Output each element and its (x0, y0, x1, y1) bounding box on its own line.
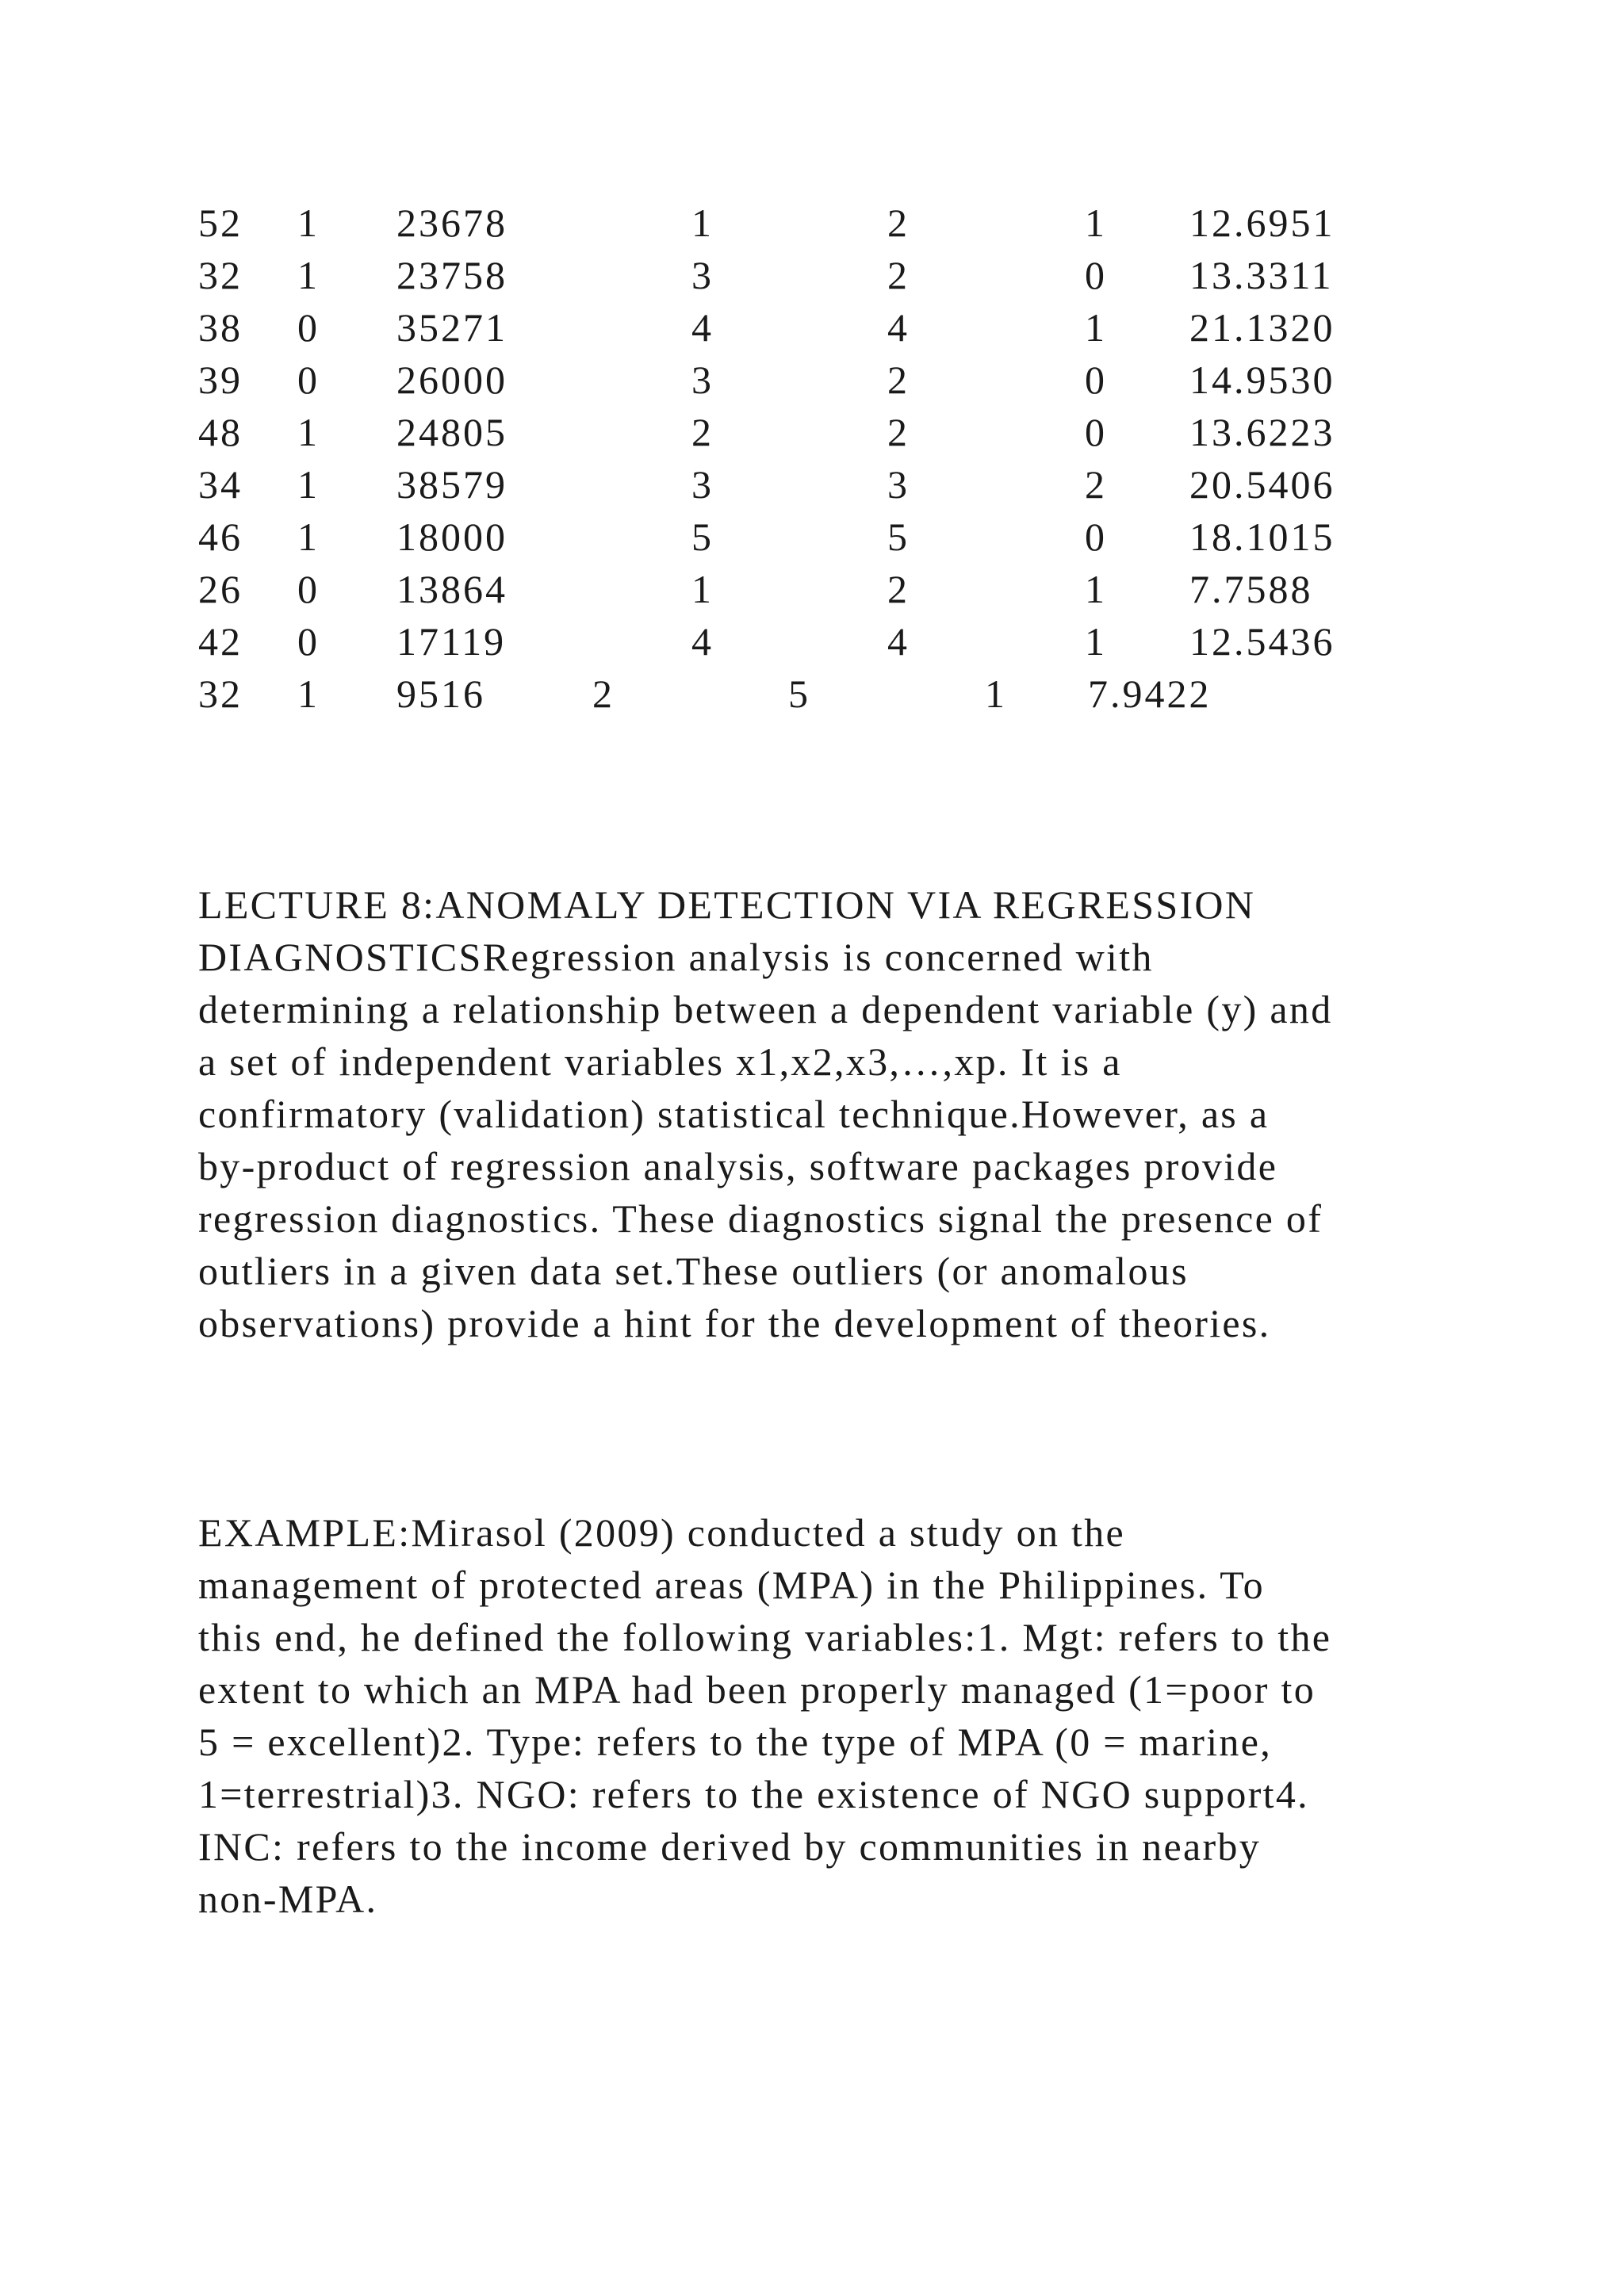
table-cell: 5 (887, 515, 910, 559)
table-cell: 1 (1085, 567, 1107, 611)
table-cell: 38579 (396, 462, 508, 507)
table-row (198, 249, 1467, 301)
text-line: INC: refers to the income derived by communities in nearby (198, 1824, 1261, 1869)
table-cell: 9516 (396, 672, 485, 716)
table-cell: 1 (1085, 619, 1107, 664)
table-cell: 4 (887, 305, 910, 350)
table-cell: 35271 (396, 305, 508, 350)
table-cell: 0 (297, 305, 320, 350)
text-line: observations) provide a hint for the development of theories. (198, 1301, 1271, 1345)
table-cell: 1 (297, 253, 320, 297)
table-cell: 2 (1085, 462, 1107, 507)
table-row (198, 563, 1467, 615)
table-cell: 39 (198, 358, 243, 402)
table-cell: 12.6951 (1189, 201, 1335, 245)
table-cell: 13.6223 (1189, 410, 1335, 454)
table-cell: 0 (1085, 515, 1107, 559)
table-cell: 2 (592, 672, 615, 716)
table-cell: 1 (297, 410, 320, 454)
example-paragraph (198, 1506, 1467, 1925)
table-cell: 26 (198, 567, 243, 611)
table-cell: 2 (887, 567, 910, 611)
text-line: confirmatory (validation) statistical technique.However, as a (198, 1092, 1270, 1136)
table-cell: 2 (887, 253, 910, 297)
table-cell: 5 (691, 515, 714, 559)
table-row (198, 301, 1467, 354)
table-cell: 4 (691, 305, 714, 350)
table-cell: 5 (788, 672, 810, 716)
lecture-paragraph (198, 878, 1467, 1349)
text-line: management of protected areas (MPA) in the Philippines. To (198, 1563, 1265, 1607)
table-cell: 1 (297, 201, 320, 245)
table-cell: 1 (297, 515, 320, 559)
table-cell: 1 (297, 672, 320, 716)
data-table (198, 197, 1467, 720)
text-line: LECTURE 8:ANOMALY DETECTION VIA REGRESSION (198, 882, 1256, 927)
table-cell: 1 (297, 462, 320, 507)
table-cell: 18.1015 (1189, 515, 1335, 559)
table-cell: 12.5436 (1189, 619, 1335, 664)
table-cell: 2 (887, 201, 910, 245)
table-cell: 0 (297, 619, 320, 664)
table-cell: 2 (887, 358, 910, 402)
text-line: outliers in a given data set.These outliers (or anomalous (198, 1249, 1189, 1293)
table-cell: 7.9422 (1088, 672, 1212, 716)
table-row (198, 668, 1467, 720)
text-line: regression diagnostics. These diagnostics signal the presence of (198, 1196, 1323, 1241)
table-row (198, 511, 1467, 563)
table-cell: 48 (198, 410, 243, 454)
table-cell: 1 (1085, 201, 1107, 245)
text-line: by-product of regression analysis, software packages provide (198, 1144, 1278, 1188)
text-line: extent to which an MPA had been properly managed (1=poor to (198, 1667, 1316, 1712)
table-cell: 0 (1085, 253, 1107, 297)
text-line: non-MPA. (198, 1877, 378, 1921)
table-cell: 21.1320 (1189, 305, 1335, 350)
text-line: EXAMPLE:Mirasol (2009) conducted a study on the (198, 1510, 1126, 1555)
table-cell: 3 (691, 253, 714, 297)
table-cell: 34 (198, 462, 243, 507)
table-cell: 52 (198, 201, 243, 245)
text-line: 1=terrestrial)3. NGO: refers to the existence of NGO support4. (198, 1772, 1309, 1816)
table-row (198, 458, 1467, 511)
text-line: 5 = excellent)2. Type: refers to the type of MPA (0 = marine, (198, 1720, 1273, 1764)
table-cell: 32 (198, 253, 243, 297)
table-cell: 46 (198, 515, 243, 559)
table-cell: 14.9530 (1189, 358, 1335, 402)
table-row (198, 406, 1467, 458)
table-cell: 23758 (396, 253, 508, 297)
table-cell: 3 (887, 462, 910, 507)
table-cell: 4 (691, 619, 714, 664)
table-cell: 4 (887, 619, 910, 664)
table-row (198, 197, 1467, 249)
table-cell: 1 (691, 567, 714, 611)
table-row (198, 354, 1467, 406)
table-row (198, 615, 1467, 668)
table-cell: 24805 (396, 410, 508, 454)
table-cell: 26000 (396, 358, 508, 402)
text-line: DIAGNOSTICSRegression analysis is concerned with (198, 935, 1154, 979)
text-line: this end, he defined the following variables:1. Mgt: refers to the (198, 1615, 1332, 1659)
table-cell: 13.3311 (1189, 253, 1334, 297)
table-cell: 13864 (396, 567, 508, 611)
table-cell: 0 (297, 358, 320, 402)
table-cell: 17119 (396, 619, 507, 664)
table-cell: 1 (1085, 305, 1107, 350)
table-cell: 2 (691, 410, 714, 454)
table-cell: 20.5406 (1189, 462, 1335, 507)
table-cell: 32 (198, 672, 243, 716)
table-cell: 7.7588 (1189, 567, 1313, 611)
table-cell: 3 (691, 462, 714, 507)
table-cell: 0 (1085, 358, 1107, 402)
table-cell: 18000 (396, 515, 508, 559)
table-cell: 3 (691, 358, 714, 402)
table-cell: 42 (198, 619, 243, 664)
table-cell: 1 (691, 201, 714, 245)
text-line: determining a relationship between a dependent variable (y) and (198, 987, 1333, 1031)
table-cell: 0 (297, 567, 320, 611)
table-cell: 1 (985, 672, 1007, 716)
text-line: a set of independent variables x1,x2,x3,…,xp. It is a (198, 1039, 1122, 1084)
table-cell: 2 (887, 410, 910, 454)
table-cell: 0 (1085, 410, 1107, 454)
table-cell: 38 (198, 305, 243, 350)
table-cell: 23678 (396, 201, 508, 245)
